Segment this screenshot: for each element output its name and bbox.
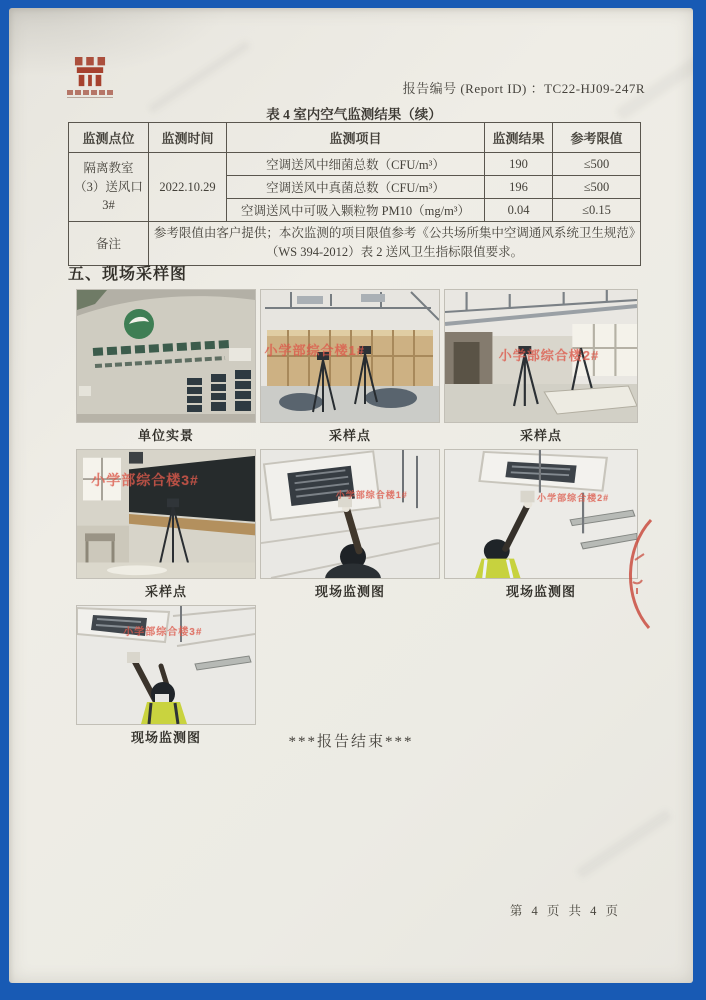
photo-watermark: 小学部综合楼1# [264,343,366,359]
table-header-row [69,123,641,153]
ceiling-ac-photo-illustration [261,450,439,578]
building-photo-illustration [77,290,255,422]
table-note-row [69,222,641,266]
photo-watermark: 小学部综合楼3# [123,626,203,638]
photo-sampling-point-2 [445,290,637,444]
photo-watermark: 小学部综合楼2# [498,348,600,364]
company-seal-icon [73,56,107,88]
col-header-result: 监测结果 [485,123,553,153]
photo-caption: 现场监测图 [314,584,385,599]
monitoring-time-cell: 2022.10.29 [149,153,227,222]
table-row [69,153,641,176]
photo-caption: 现场监测图 [505,584,576,599]
page-number: 第 4 页 共 4 页 [509,904,621,918]
note-label-cell: 备注 [69,222,149,266]
red-stamp-arc-icon [613,518,657,630]
photo-field-monitoring-2 [445,450,637,600]
item-cell: 空调送风中细菌总数（CFU/m³） [227,153,485,176]
point-line-3: 3# [102,198,115,213]
photo-grid [77,290,637,752]
photo-watermark: 小学部综合楼3# [91,472,199,489]
photo-row-3 [77,606,637,746]
item-cell: 空调送风中可吸入颗粒物 PM10（mg/m³） [227,199,485,222]
photo-watermark: 小学部综合楼2# [537,492,610,503]
photo-caption: 单位实景 [137,428,194,443]
blackboard-photo-illustration [77,450,255,578]
limit-cell: ≤500 [553,153,641,176]
photo-sampling-point-3 [77,450,255,600]
result-cell: 196 [485,176,553,199]
col-header-item: 监测项目 [227,123,485,153]
photo-sampling-point-1 [261,290,439,444]
result-cell: 190 [485,153,553,176]
photo-caption: 采样点 [328,428,371,443]
logo-rule [67,97,113,98]
photo-row-2 [77,450,637,600]
photo-caption: 采样点 [519,428,562,443]
report-id: 报告编号 (Report ID) ：TC22-HJ09-247R [402,81,645,96]
report-end-text: ***报告结束*** [288,734,414,750]
photo-field-monitoring-1 [261,450,439,600]
report-page [9,8,693,983]
photo-watermark: 小学部综合楼1# [335,490,408,501]
table-title: 表 4 室内空气监测结果（续） [266,107,442,122]
photo-caption: 采样点 [144,584,187,599]
limit-cell: ≤500 [553,176,641,199]
monitoring-point-cell [69,153,149,222]
col-header-time: 监测时间 [149,123,227,153]
point-line-2: （3）送风口 [74,179,143,194]
photo-field-monitoring-3 [77,606,255,746]
photo-site-overview [77,290,255,444]
section-heading: 五、现场采样图 [68,266,188,283]
scan-smudge [575,808,673,879]
item-cell: 空调送风中真菌总数（CFU/m³） [227,176,485,199]
col-header-point: 监测点位 [69,123,149,153]
photo-caption: 现场监测图 [130,730,201,745]
air-monitoring-results-table [68,122,641,266]
limit-cell: ≤0.15 [553,199,641,222]
result-cell: 0.04 [485,199,553,222]
point-line-1: 隔离教室 [83,160,134,175]
col-header-limit: 参考限值 [553,123,641,153]
note-text-cell: 参考限值由客户提供；本次监测的项目限值参考《公共场所集中空调通风系统卫生规范》（WS 394-2012）表 2 送风卫生指标限值要求。 [149,222,641,266]
company-logo [67,56,113,98]
photo-row-1 [77,290,637,444]
ceiling-ac-photo-illustration [445,450,637,578]
logo-text-smudge [67,90,113,95]
